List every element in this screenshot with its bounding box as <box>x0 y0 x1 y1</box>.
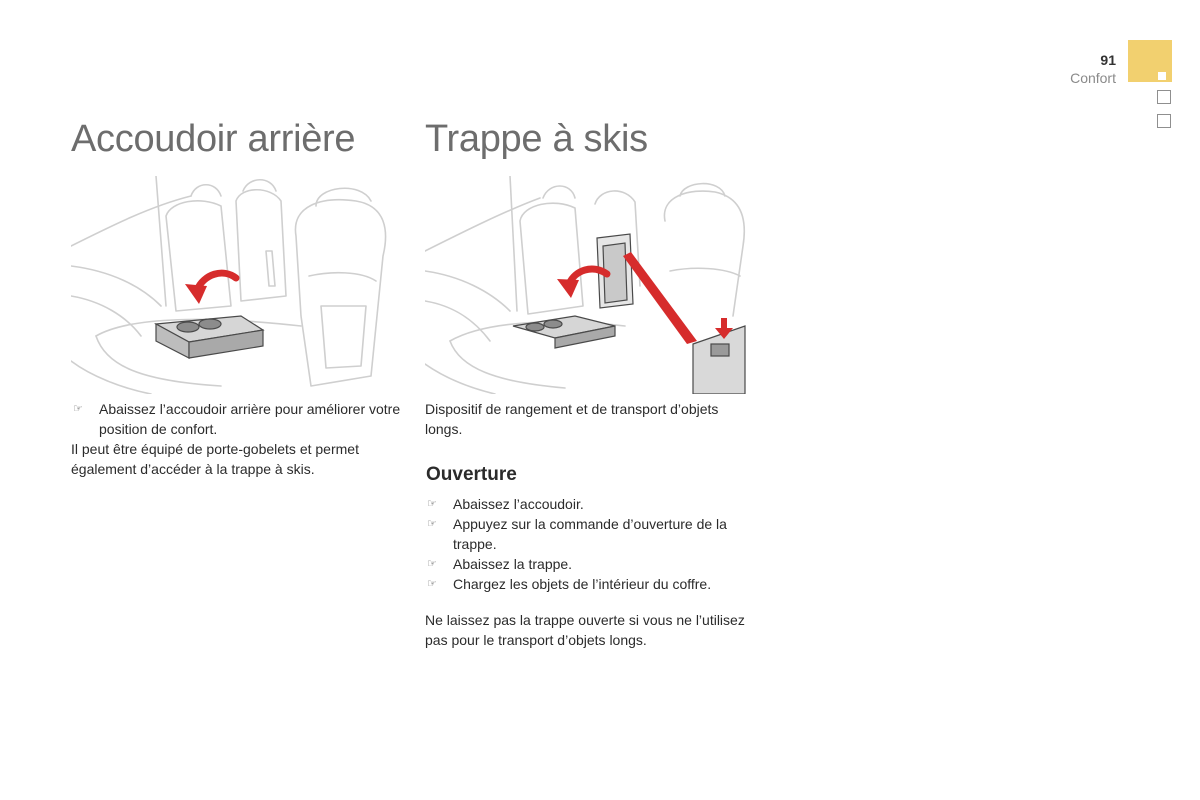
instruction-item <box>71 399 401 439</box>
instruction-item <box>425 554 755 574</box>
armrest-title: Accoudoir arrière <box>71 118 356 160</box>
instruction-item <box>425 574 755 594</box>
ski-flap-warning-block <box>425 610 755 650</box>
pointing-hand-icon: ☞ <box>427 558 437 570</box>
section-tab-active[interactable] <box>1128 40 1172 82</box>
instruction-text: Appuyez sur la commande d’ouverture de la trappe. <box>453 516 727 552</box>
pointing-hand-icon: ☞ <box>427 498 437 510</box>
ski-flap-warning: Ne laissez pas la trappe ouverte si vous ne l’utilisez pas pour le transport d’objets longs. <box>425 612 745 648</box>
instruction-text: Abaissez l’accoudoir. <box>453 496 584 512</box>
opening-subtitle: Ouverture <box>426 464 517 485</box>
instruction-text: Abaissez la trappe. <box>453 556 573 572</box>
armrest-note: Il peut être équipé de porte-gobelets et permet également d’accéder à la trappe à skis. <box>71 441 359 477</box>
ski-flap-title: Trappe à skis <box>425 118 648 160</box>
section-name: Confort <box>1070 70 1116 86</box>
instruction-item <box>425 514 755 554</box>
ski-flap-intro: Dispositif de rangement et de transport d’objets longs. <box>425 401 719 437</box>
opening-steps <box>425 494 755 594</box>
instruction-item <box>425 494 755 514</box>
ski-flap-illustration <box>425 176 751 394</box>
section-tab-next[interactable] <box>1157 90 1171 104</box>
page-number: 91 <box>1100 52 1116 68</box>
pointing-hand-icon: ☞ <box>73 403 83 415</box>
section-tab-marker <box>1158 72 1166 80</box>
armrest-illustration <box>71 176 397 394</box>
instruction-text: Chargez les objets de l’intérieur du coffre. <box>453 576 712 592</box>
section-tab-following[interactable] <box>1157 114 1171 128</box>
instruction-text: Abaissez l’accoudoir arrière pour améliorer votre position de confort. <box>99 401 401 437</box>
pointing-hand-icon: ☞ <box>427 578 437 590</box>
armrest-text <box>71 399 401 479</box>
pointing-hand-icon: ☞ <box>427 518 437 530</box>
ski-flap-intro-block <box>425 399 755 439</box>
